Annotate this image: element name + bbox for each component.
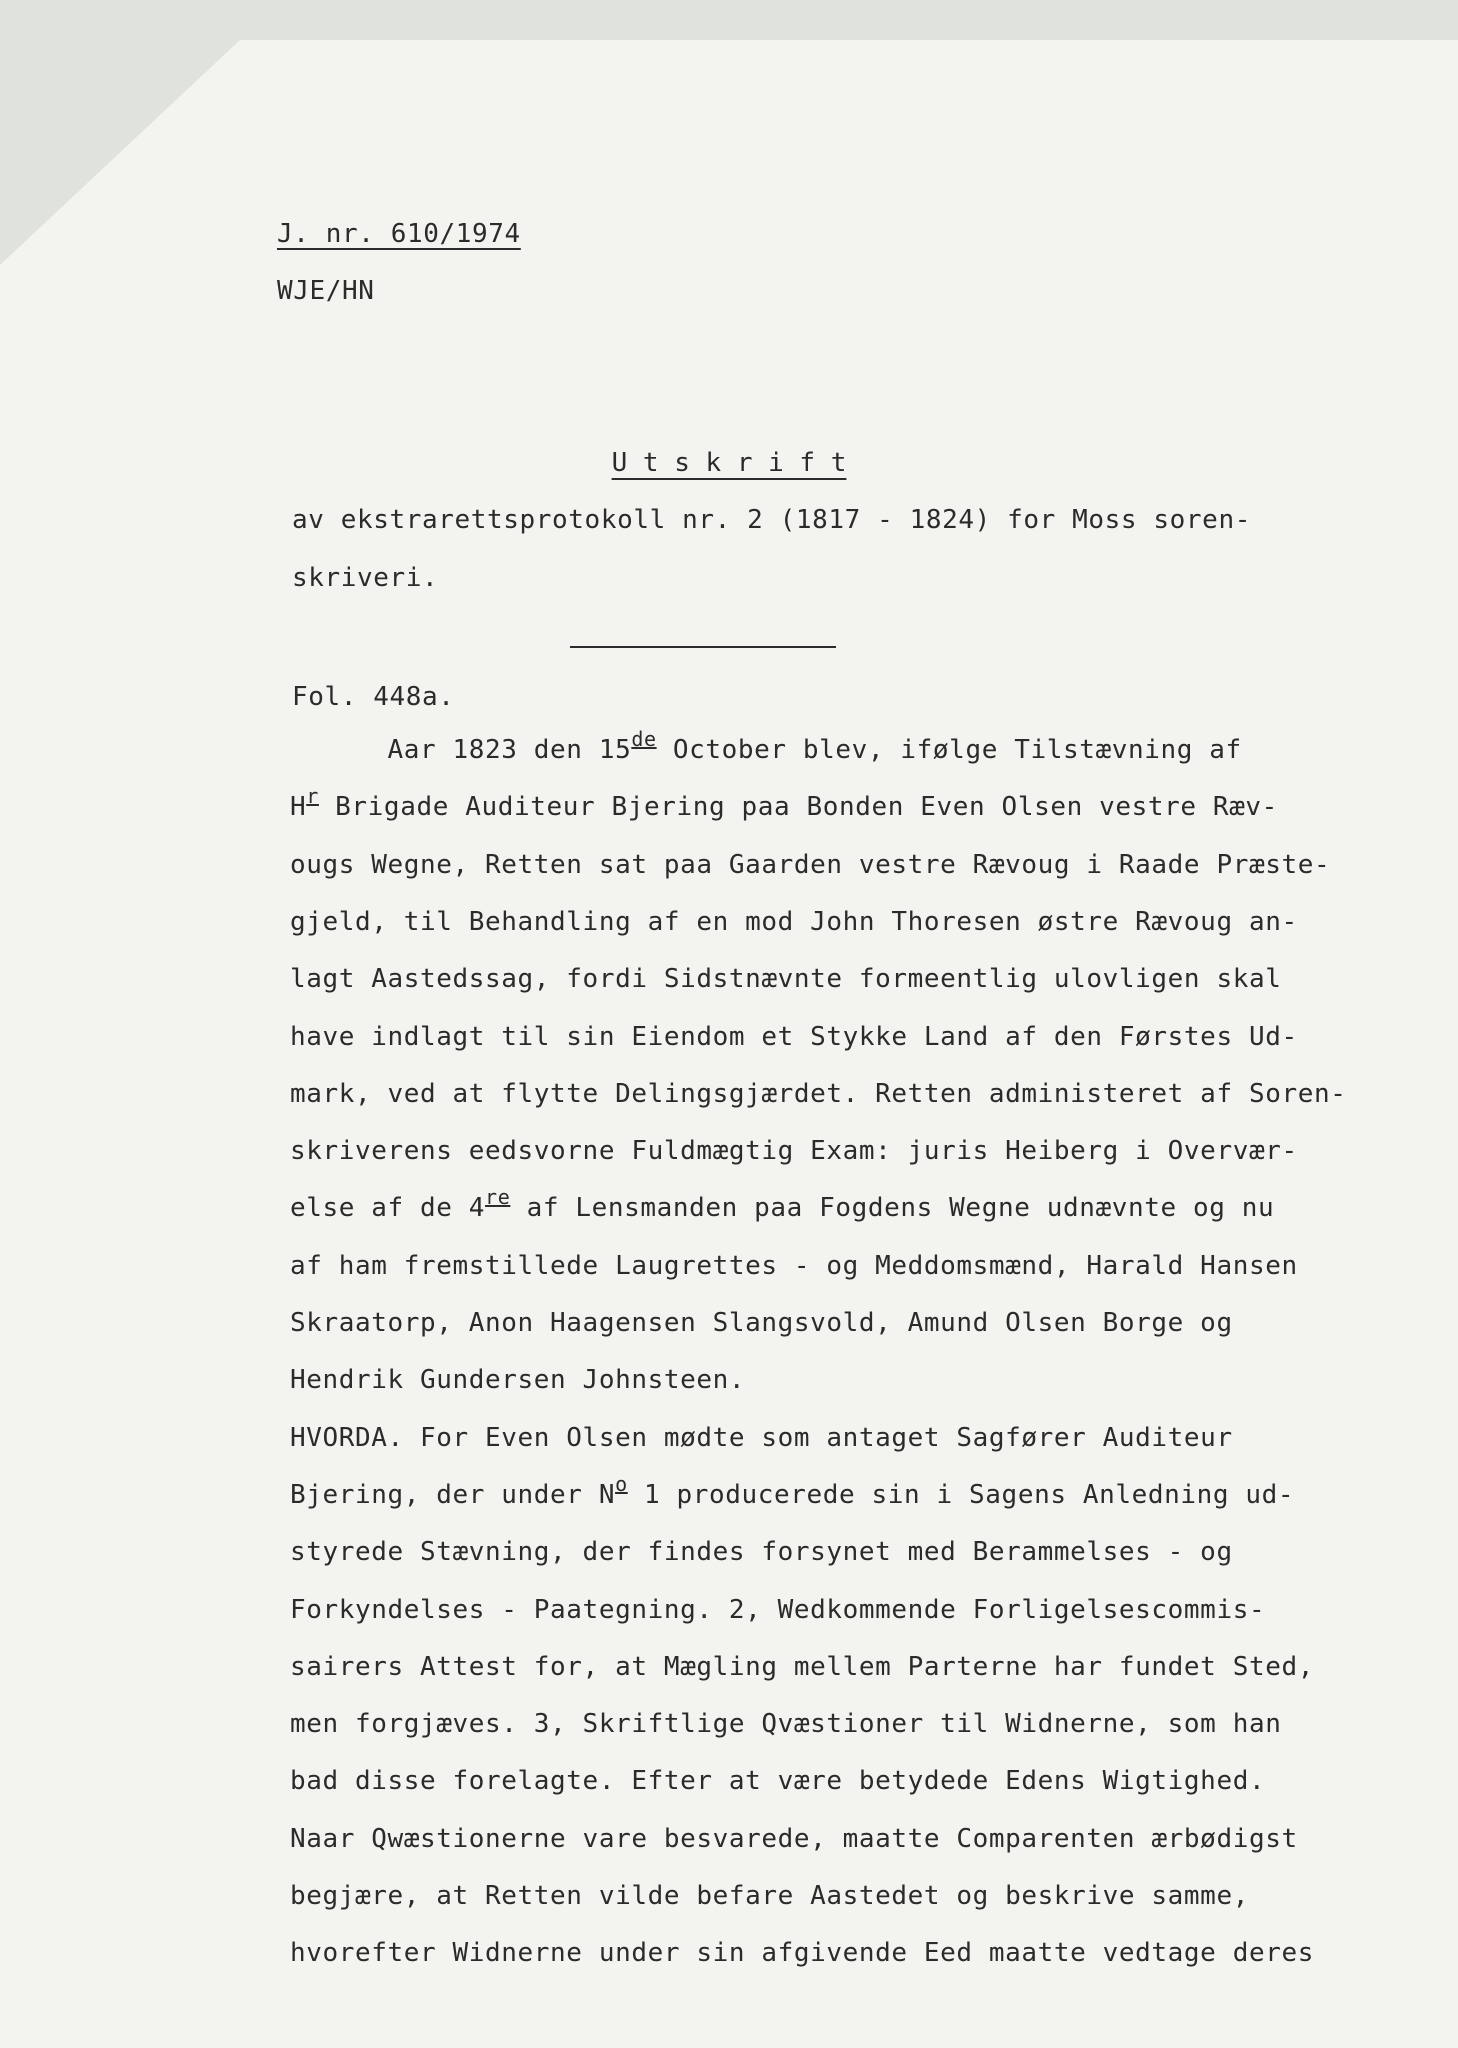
body-line-text: styrede Stævning, der findes forsynet med Berammelses - og	[290, 1537, 1233, 1567]
body-line	[290, 1938, 1314, 1968]
body-line-text: Skraatorp, Anon Haagensen Slangsvold, Amund Olsen Borge og	[290, 1308, 1233, 1338]
body-line-text: HVORDA. For Even Olsen mødte som antaget Sagfører Auditeur	[290, 1423, 1233, 1453]
body-line	[290, 1709, 1281, 1739]
body-line-text: ougs Wegne, Retten sat paa Gaarden vestre Rævoug i Raade Præste-	[290, 850, 1331, 880]
body-line-text: gjeld, til Behandling af en mod John Thoresen østre Rævoug an-	[290, 907, 1298, 937]
body-line	[290, 784, 1278, 822]
superscript-abbreviation: re	[485, 1185, 511, 1209]
body-line	[290, 727, 1242, 765]
body-line-text: 1 producerede sin i Sagens Anledning ud-	[627, 1480, 1295, 1510]
body-line-text: Brigade Auditeur Bjering paa Bonden Even Olsen vestre Ræv-	[318, 792, 1278, 822]
superscript-abbreviation: o	[615, 1472, 628, 1496]
superscript-abbreviation: r	[306, 784, 319, 808]
body-line-text: Forkyndelses - Paategning. 2, Wedkommende Forligelsescommis-	[290, 1595, 1266, 1625]
body-line	[290, 1022, 1298, 1052]
body-line	[290, 1595, 1265, 1625]
body-line-text: Naar Qwæstionerne vare besvarede, maatte Comparenten ærbødigst	[290, 1824, 1298, 1854]
body-line-text: men forgjæves. 3, Skriftlige Qvæstioner til Widnerne, som han	[290, 1709, 1282, 1739]
body-line	[290, 907, 1298, 937]
body-line-text: hvorefter Widnerne under sin afgivende Eed maatte vedtage deres	[290, 1938, 1314, 1968]
body-line	[290, 1472, 1295, 1510]
journal-number: J. nr. 610/1974	[277, 219, 521, 249]
body-line	[290, 1537, 1233, 1567]
initials: WJE/HN	[277, 276, 375, 306]
body-line-text: Aar 1823 den 15	[290, 735, 632, 765]
body-line	[290, 1766, 1265, 1796]
body-line	[290, 1251, 1298, 1281]
body-line	[290, 1185, 1275, 1223]
body-line-text: af ham fremstillede Laugrettes - og Meddomsmænd, Harald Hansen	[290, 1251, 1298, 1281]
body-line	[290, 850, 1330, 880]
body-line	[290, 964, 1281, 994]
body-line-text: mark, ved at flytte Delingsgjærdet. Retten administeret af Soren-	[290, 1079, 1347, 1109]
subtitle-line-2: skriveri.	[292, 563, 439, 593]
body-line	[290, 1365, 745, 1395]
body-line-text: skriverens eedsvorne Fuldmægtig Exam: juris Heiberg i Overvær-	[290, 1136, 1298, 1166]
subtitle-line-1: av ekstrarettsprotokoll nr. 2 (1817 - 1824) for Moss soren-	[292, 505, 1251, 535]
body-line-text: October blev, ifølge Tilstævning af	[656, 735, 1242, 765]
body-line-text: else af de 4	[290, 1193, 486, 1223]
body-line-text: Bjering, der under N	[290, 1480, 616, 1510]
body-line-text: Hendrik Gundersen Johnsteen.	[290, 1365, 746, 1395]
body-line-text: sairers Attest for, at Mægling mellem Parterne har fundet Sted,	[290, 1652, 1314, 1682]
body-line-text: have indlagt til sin Eiendom et Stykke Land af den Førstes Ud-	[290, 1022, 1298, 1052]
body-line-text: H	[290, 792, 307, 822]
separator-rule	[570, 646, 836, 648]
body-line-text: lagt Aastedssag, fordi Sidstnævnte formeentlig ulovligen skal	[290, 964, 1282, 994]
body-line	[290, 1308, 1233, 1338]
body-line	[290, 1423, 1233, 1453]
body-line-text: bad disse forelagte. Efter at være betydede Edens Wigtighed.	[290, 1766, 1266, 1796]
body-line	[290, 1824, 1298, 1854]
body-line	[290, 1652, 1314, 1682]
folio-reference: Fol. 448a.	[292, 682, 455, 712]
body-line	[290, 1881, 1249, 1911]
document-title: U t s k r i f t	[611, 448, 847, 478]
body-line-text: af Lensmanden paa Fogdens Wegne udnævnte og nu	[510, 1193, 1275, 1223]
body-line	[290, 1136, 1298, 1166]
body-line-text: begjære, at Retten vilde befare Aastedet og beskrive samme,	[290, 1881, 1249, 1911]
body-line	[290, 1079, 1346, 1109]
superscript-abbreviation: de	[631, 727, 657, 751]
